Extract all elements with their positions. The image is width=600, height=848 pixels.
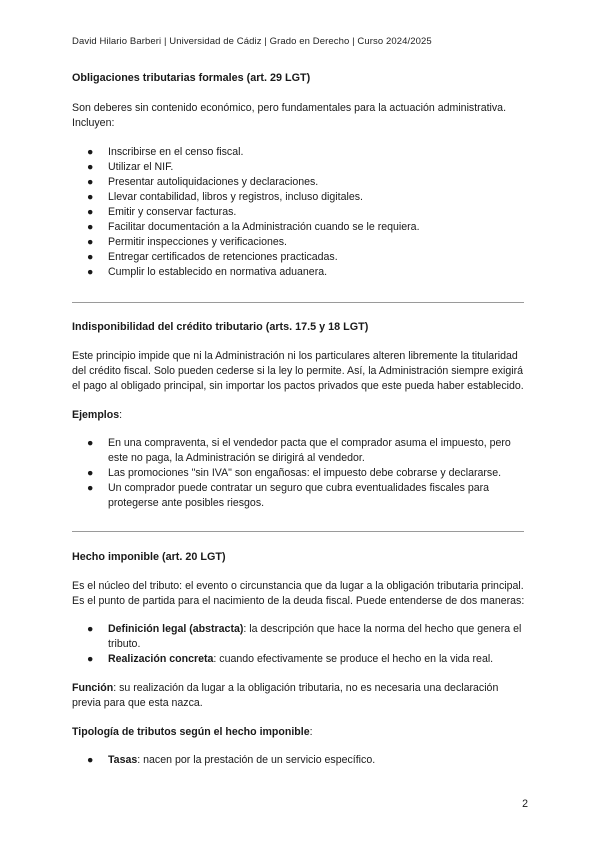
section-title-indisponibilidad: Indisponibilidad del crédito tributario (arts. 17.5 y 18 LGT) [72, 321, 369, 333]
bullet-icon: ● [87, 146, 94, 158]
list-item: ● Cumplir lo establecido en normativa aduanera. [87, 266, 328, 278]
section-divider [72, 531, 524, 532]
list-item: ● Presentar autoliquidaciones y declaraciones. [87, 176, 319, 188]
examples-label: Ejemplos: [72, 409, 123, 421]
bullet-icon: ● [87, 482, 94, 494]
section-intro: Son deberes sin contenido económico, pero fundamentales para la actuación administrativa. Incluyen: [72, 102, 507, 129]
bullet-icon: ● [87, 161, 94, 173]
bullet-icon: ● [87, 266, 94, 278]
list-item: ● Llevar contabilidad, libros y registros, incluso digitales. [87, 191, 363, 203]
section-title-hecho-imponible: Hecho imponible (art. 20 LGT) [72, 551, 226, 563]
list-item: ● Inscribirse en el censo fiscal. [87, 146, 244, 158]
list-item: ● Utilizar el NIF. [87, 161, 174, 173]
section-title-obligaciones-formales: Obligaciones tributarias formales (art. 29 LGT) [72, 72, 311, 84]
bullet-icon: ● [87, 206, 94, 218]
bullet-icon: ● [87, 251, 94, 263]
bullet-icon: ● [87, 221, 94, 233]
list-item: ● Permitir inspecciones y verificaciones. [87, 236, 287, 248]
page-header: David Hilario Barberi | Universidad de Cádiz | Grado en Derecho | Curso 2024/2025 [72, 36, 432, 47]
bullet-icon: ● [87, 176, 94, 188]
list-item: ● Definición legal (abstracta): la descripción que hace la norma del hecho que genera el tributo. [87, 623, 522, 650]
bullet-icon: ● [87, 437, 94, 449]
tipos-list [72, 753, 528, 768]
definitions-list [72, 622, 528, 667]
obligaciones-list [72, 145, 528, 280]
bullet-icon: ● [87, 191, 94, 203]
list-item: ● Facilitar documentación a la Administración cuando se le requiera. [87, 221, 420, 233]
list-item: ● Entregar certificados de retenciones practicadas. [87, 251, 338, 263]
section-body: Este principio impide que ni la Administración ni los particulares alteren libremente la titularidad del crédito fiscal. Solo pueden cederse si la ley lo permite. Así, la Administración siempre exigirá el pago al obligado principal, sin importar los pactos privados que este pueda haber establecido. [72, 350, 524, 392]
section-body: Es el núcleo del tributo: el evento o circunstancia que da lugar a la obligación tributaria principal. Es el punto de partida para el nacimiento de la deuda fiscal. Puede entenderse de dos maneras: [72, 580, 525, 607]
bullet-icon: ● [87, 653, 94, 665]
bullet-icon: ● [87, 754, 94, 766]
list-item: ● Las promociones "sin IVA" son engañosas: el impuesto debe cobrarse y declararse. [87, 467, 502, 479]
funcion-paragraph: Función: su realización da lugar a la obligación tributaria, no es necesaria una declaración previa para que esta nazca. [72, 682, 499, 709]
examples-list [72, 436, 528, 511]
section-divider [72, 302, 524, 303]
bullet-icon: ● [87, 623, 94, 635]
tipologia-label: Tipología de tributos según el hecho imponible: [72, 726, 313, 738]
list-item: ● En una compraventa, si el vendedor pacta que el comprador asuma el impuesto, pero este no paga, la Administración se dirigirá al vendedor. [87, 437, 511, 464]
bullet-icon: ● [87, 236, 94, 248]
list-item: ● Tasas: nacen por la prestación de un servicio específico. [87, 754, 376, 766]
list-item: ● Realización concreta: cuando efectivamente se produce el hecho en la vida real. [87, 653, 494, 665]
bullet-icon: ● [87, 467, 94, 479]
page-number: 2 [522, 798, 528, 810]
list-item: ● Emitir y conservar facturas. [87, 206, 237, 218]
list-item: ● Un comprador puede contratar un seguro que cubra eventualidades fiscales para protegerse ante posibles riesgos. [87, 482, 490, 509]
page-content [72, 68, 528, 768]
